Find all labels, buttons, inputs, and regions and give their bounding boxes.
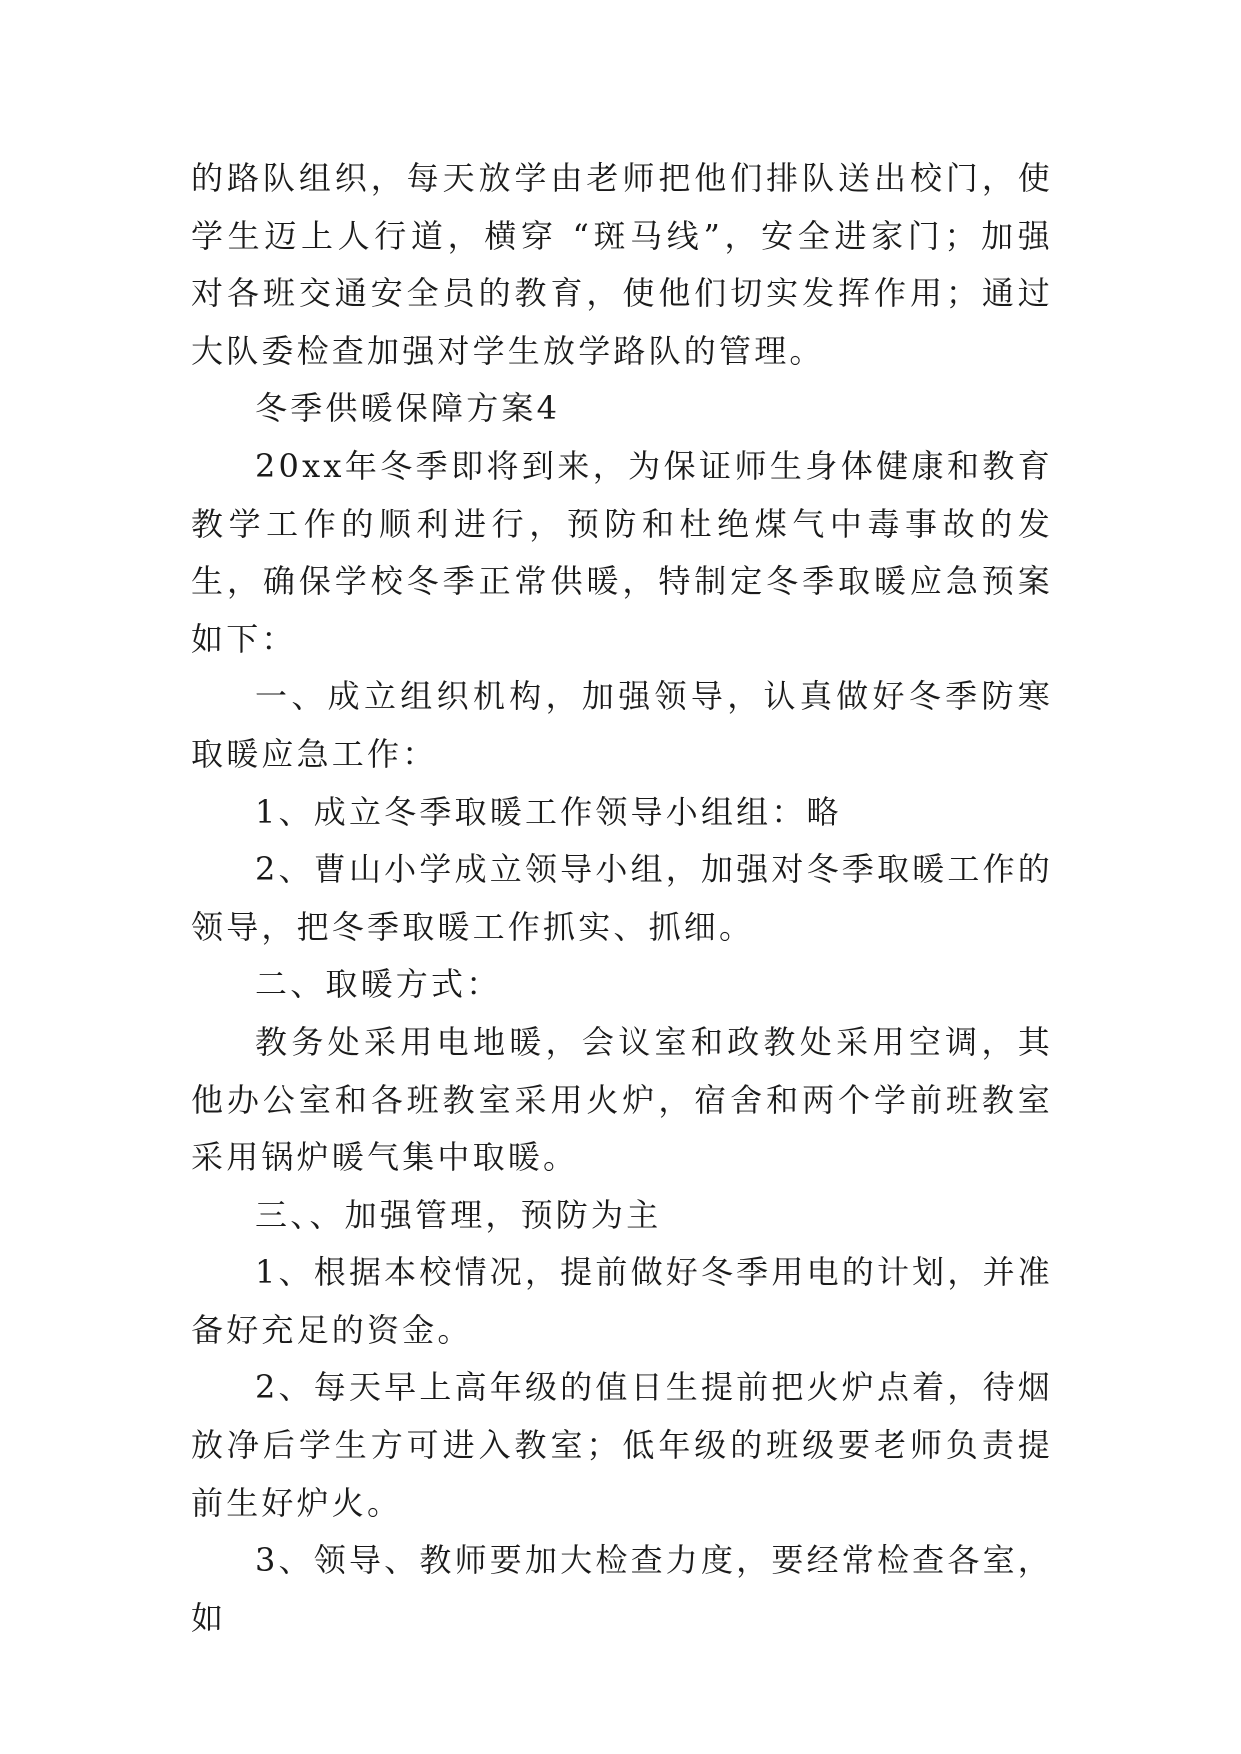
list-item-leadership-group: 1、成立冬季取暖工作领导小组组：略 [255,792,842,831]
list-item-stove: 2、每天早上高年级的值日生提前把火炉点着，待烟放净后学生方可进入教室；低年级的班级要老师负责提前生好炉火。 [191,1368,1053,1522]
list-item-school-group: 2、曹山小学成立领导小组，加强对冬季取暖工作的领导，把冬季取暖工作抓实、抓细。 [191,850,1053,946]
document-body [191,150,1053,1647]
list-item-funding: 1、根据本校情况，提前做好冬季用电的计划，并准备好充足的资金。 [191,1253,1053,1349]
heading-management: 三、、加强管理，预防为主 [255,1195,662,1234]
paragraph-heating-method: 教务处采用电地暖，会议室和政教处采用空调，其他办公室和各班教室采用火炉，宿舍和两个学前班教室采用锅炉暖气集中取暖。 [191,1022,1053,1177]
paragraph-intro: 20xx年冬季即将到来，为保证师生身体健康和教育教学工作的顺利进行，预防和杜绝煤气中毒事故的发生，确保学校冬季正常供暖，特制定冬季取暖应急预案如下： [191,446,1053,658]
section-title: 冬季供暖保障方案4 [255,389,561,428]
paragraph-road-team: 的路队组织，每天放学由老师把他们排队送出校门，使学生迈上人行道，横穿 “斑马线”，安全进家门；加强对各班交通安全员的教育，使他们切实发挥作用；通过大队委检查加强对学生放学路队的管理。 [191,159,1053,370]
heading-organization: 一、成立组织机构，加强领导，认真做好冬季防寒取暖应急工作： [191,677,1053,773]
list-item-inspection: 3、领导、教师要加大检查力度，要经常检查各室，如 [191,1541,1053,1637]
heading-heating-method: 二、取暖方式： [255,965,502,1004]
